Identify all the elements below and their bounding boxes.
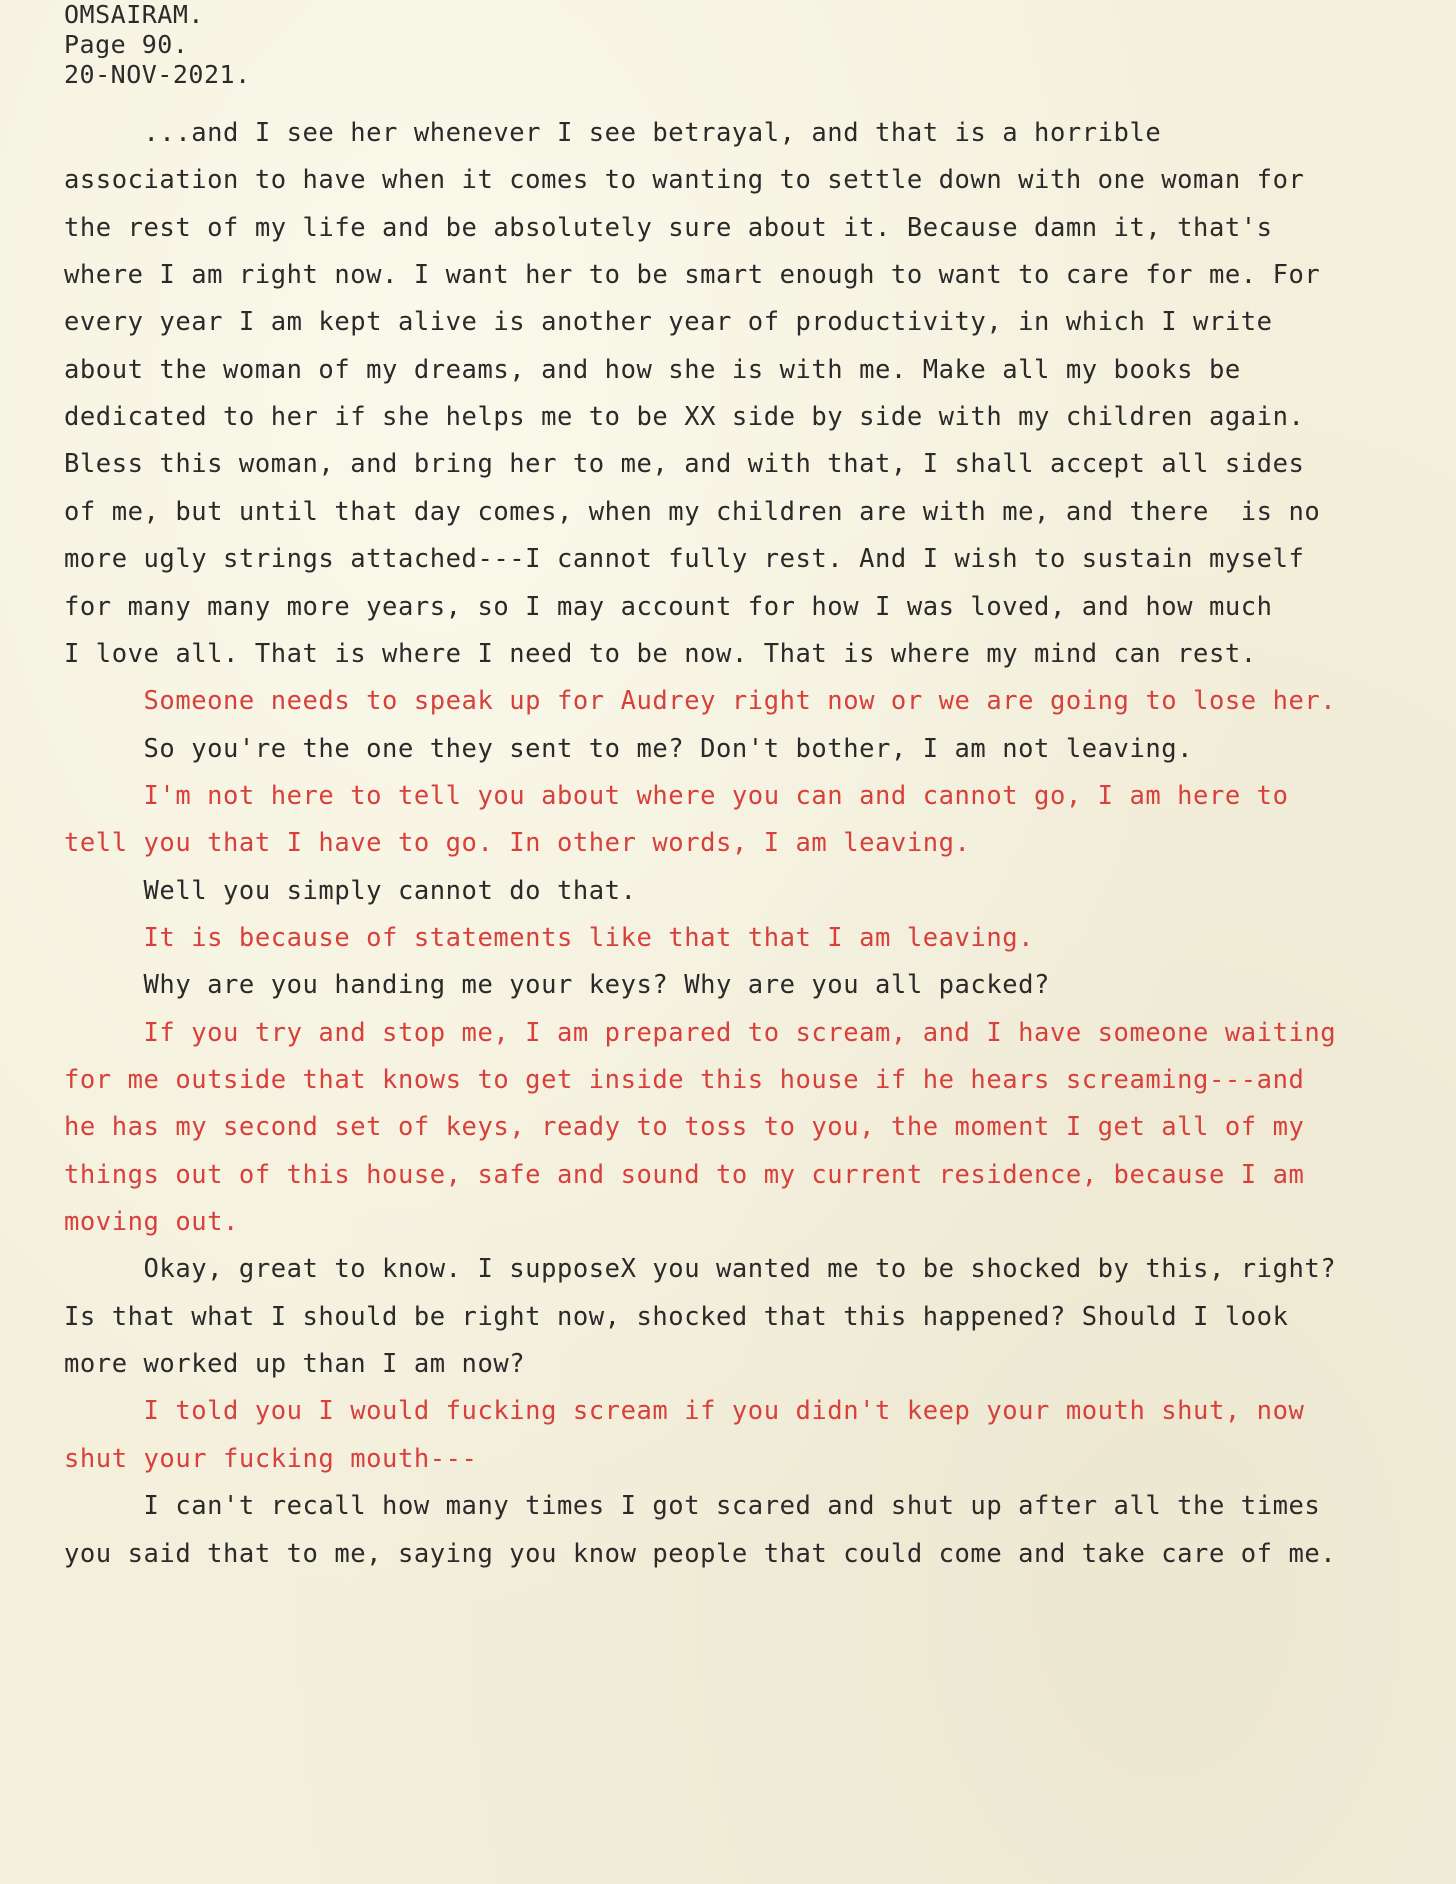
page-header [64,0,251,90]
text-line: shut your fucking mouth--- [64,1443,478,1474]
text-line: Why are you handing me your keys? Why are you all packed? [64,970,1050,1001]
text-line: things out of this house, safe and sound to my current residence, because I am [64,1159,1305,1190]
text-line: he has my second set of keys, ready to toss to you, the moment I get all of my [64,1112,1305,1143]
text-line: tell you that I have to go. In other words, I am leaving. [64,828,971,859]
header-date: 20-NOV-2021. [64,60,251,89]
text-line: Okay, great to know. I supposeX you wanted me to be shocked by this, right? [64,1254,1337,1285]
text-line: of me, but until that day comes, when my children are with me, and there is no [64,496,1321,527]
text-line: for many many more years, so I may account for how I was loved, and how much [64,591,1273,622]
text-line: Bless this woman, and bring her to me, and with that, I shall accept all sides [64,449,1305,480]
text-line: So you're the one they sent to me? Don't bother, I am not leaving. [64,733,1194,764]
text-line: I told you I would fucking scream if you didn't keep your mouth shut, now [64,1396,1305,1427]
text-line: If you try and stop me, I am prepared to scream, and I have someone waiting [64,1017,1337,1048]
text-line: Well you simply cannot do that. [64,875,637,906]
text-line: where I am right now. I want her to be smart enough to want to care for me. For [64,260,1321,291]
text-line: Is that what I should be right now, shocked that this happened? Should I look [64,1301,1289,1332]
text-line: the rest of my life and be absolutely sure about it. Because damn it, that's [64,212,1273,243]
text-line: I can't recall how many times I got scared and shut up after all the times [64,1491,1321,1522]
header-page-number: Page 90. [64,30,189,59]
text-line: I love all. That is where I need to be now. That is where my mind can rest. [64,638,1257,669]
text-line: more ugly strings attached---I cannot fully rest. And I wish to sustain myself [64,544,1305,575]
text-line: for me outside that knows to get inside this house if he hears screaming---and [64,1065,1305,1095]
text-line: dedicated to her if she helps me to be XX side by side with my children again. [64,402,1305,433]
text-line: about the woman of my dreams, and how she is with me. Make all my books be [64,354,1241,385]
text-line: ...and I see her whenever I see betrayal, and that is a horrible [64,118,1162,148]
text-line: you said that to me, saying you know people that could come and take care of me. [64,1538,1337,1569]
text-line: I'm not here to tell you about where you can and cannot go, I am here to [64,780,1289,811]
text-line: more worked up than I am now? [64,1349,526,1380]
text-line: association to have when it comes to wanting to settle down with one woman for [64,165,1305,196]
text-line: It is because of statements like that that I am leaving. [64,922,1035,953]
text-line: moving out. [64,1207,239,1238]
header-title: OMSAIRAM. [64,0,204,29]
text-line: Someone needs to speak up for Audrey right now or we are going to lose her. [64,686,1337,717]
text-line: every year I am kept alive is another year of productivity, in which I write [64,307,1273,338]
